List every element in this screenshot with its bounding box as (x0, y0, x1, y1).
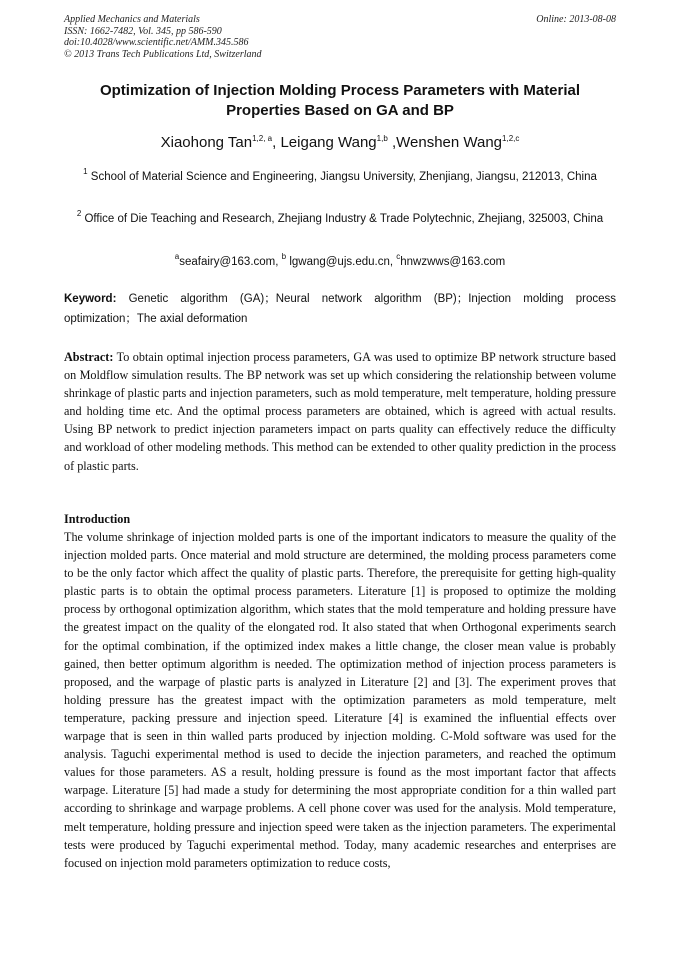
journal-header (64, 14, 616, 60)
author-separator: , (272, 134, 281, 151)
abstract-text: To obtain optimal injection process parameters, GA was used to optimize BP network structure based on Moldflow simulation results. The BP network was set up which considering the relationship between volume shrinkage of plastic parts and injection parameters, such as mold temperature, melt temperature, holding pressure and holding time etc. And the optimal process parameters are obtained, which is agreed with actual results. Using BP network to predict injection parameters impact on parts quality can effectively reduce the difficulty and workload of other modeling methods. This method can be extended to other quality prediction in the process of plastic parts. (64, 350, 616, 473)
email-list (64, 253, 616, 271)
section-heading-introduction: Introduction (64, 512, 131, 526)
email-sup: b (281, 252, 287, 261)
author-separator: , (387, 134, 397, 151)
keywords (64, 289, 616, 329)
affiliation-1 (64, 167, 616, 188)
affiliation-text: Office of Die Teaching and Research, Zhejiang Industry & Trade Polytechnic, Zhejiang, 325003, China (84, 213, 604, 225)
author-list (64, 133, 616, 153)
journal-doi: doi:10.4028/www.scientific.net/AMM.345.586 (64, 37, 249, 48)
author-affiliation-sup: 1,2, a (252, 134, 273, 143)
journal-copyright: © 2013 Trans Tech Publications Ltd, Switzerland (64, 48, 262, 60)
keyword-label: Keyword: (64, 293, 117, 305)
affiliation-text: School of Material Science and Engineering, Jiangsu University, Zhenjiang, Jiangsu, 212013, China (90, 171, 597, 183)
author-name: Xiaohong Tan (160, 134, 253, 151)
author-affiliation-sup: 1,2,c (502, 134, 520, 143)
author-name: Wenshen Wang (396, 134, 503, 151)
abstract-label: Abstract: (64, 350, 114, 364)
keyword-text: Genetic algorithm (GA)；Neural network algorithm (BP)；Injection molding process optimization；The axial deformation (64, 293, 616, 325)
affiliation-sup: 1 (83, 167, 88, 176)
author-affiliation-sup: 1,b (376, 134, 388, 143)
affiliation-2 (64, 209, 616, 230)
author-name: Leigang Wang (280, 134, 377, 151)
online-date: Online: 2013-08-08 (536, 14, 616, 25)
paper-title: Optimization of Injection Molding Process Parameters with Material Properties Based on GA and BP (99, 82, 581, 119)
email-address: hnwzwws@163.com (400, 256, 506, 268)
journal-issn: ISSN: 1662-7482, Vol. 345, pp 586-590 (64, 25, 222, 37)
email-sup: a (174, 252, 180, 261)
email-address: lgwang@ujs.edu.cn, (289, 256, 397, 268)
journal-name: Applied Mechanics and Materials (64, 14, 200, 25)
introduction-body: The volume shrinkage of injection molded parts is one of the important indicators to measure the quality of the injection molded parts. Once material and mold structure are determined, the molding process parameters come to be the only factor which affect the quality of plastic parts. Therefore, the prerequisite for getting high-quality plastic parts is to obtain the optimal process parameters. Literature [1] is proposed to optimize the molding process by orthogonal optimization algorithm, which states that the mold temperature and holding pressure have the greatest impact on the quality of the elongated rod. It also stated that when Orthogonal experiments search for the optimal combination, if the optimized index makes a little change, the closer mean value is probably gained, then better optimum algorithm is needed. The optimization method of injection process parameters is proposed, and the warpage of plastic parts is analyzed in Literature [2] and [3]. The experiment proves that holding pressure has the greatest impact with the optimization parameters as mold temperature, melt temperature, packing pressure and injection speed. Literature [4] is examined the influential effects over warpage that is seen in thin walled parts produced by injection molding. C-Mold software was used for the analysis. Taguchi experimental method is used to decide the injection parameters, and reached the optimum values for those parameters. AS a result, holding pressure is found as the most important factor that affects warpage. Literature [5] had made a study for determining the most appropriate condition for a thin walled part according to shrinkage and warpage problems. A cell phone cover was used for the analysis. Mold temperature, melt temperature, holding pressure and injection speed were taken as the injection parameters. The experimental tests were produced by Taguchi experimental method. Today, many academic researches and enterprises are focused on injection mold parameters optimization to reduce costs, (64, 530, 616, 870)
email-address: seafairy@163.com, (179, 256, 282, 268)
email-sup: c (396, 252, 401, 261)
abstract (64, 348, 616, 475)
affiliation-sup: 2 (76, 209, 82, 218)
